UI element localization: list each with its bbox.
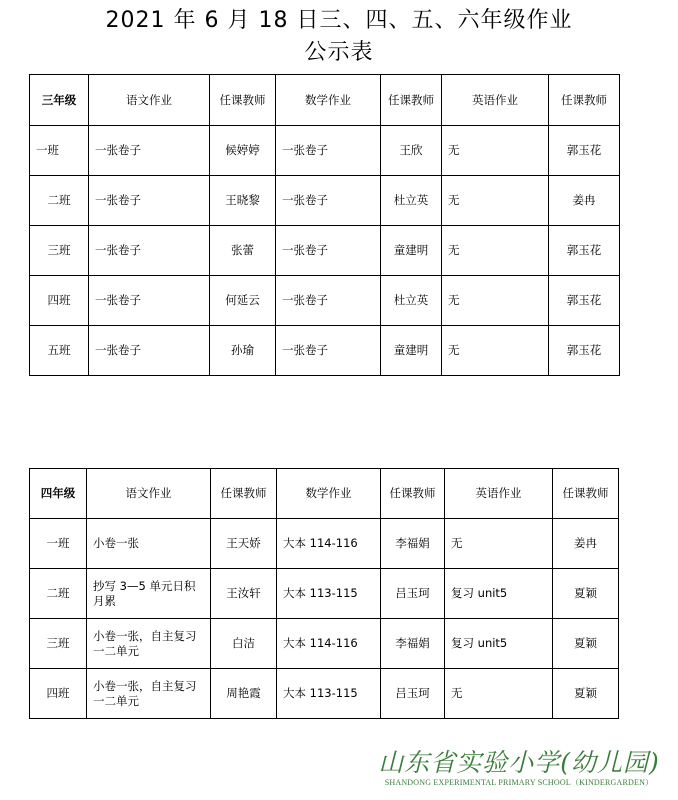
- table-row: [30, 669, 619, 719]
- chinese-teacher: 白洁: [211, 619, 277, 669]
- chinese-homework: 一张卷子: [89, 176, 210, 226]
- chinese-teacher: 王晓黎: [210, 176, 276, 226]
- chinese-teacher: 何延云: [210, 276, 276, 326]
- column-header-teacher: 任课教师: [211, 469, 277, 519]
- english-teacher: 郭玉花: [549, 226, 620, 276]
- english-homework: 无: [442, 276, 549, 326]
- chinese-homework: 抄写 3—5 单元日积月累: [87, 569, 211, 619]
- math-homework: 一张卷子: [276, 226, 381, 276]
- math-teacher: 吕玉珂: [381, 669, 445, 719]
- chinese-homework: 小卷一张: [87, 519, 211, 569]
- math-homework: 一张卷子: [276, 126, 381, 176]
- math-teacher: 童建明: [381, 326, 442, 376]
- table-row: [30, 176, 620, 226]
- column-header-teacher: 任课教师: [553, 469, 619, 519]
- english-teacher: 郭玉花: [549, 276, 620, 326]
- class-name: 四班: [30, 276, 89, 326]
- class-name: 一班: [30, 126, 89, 176]
- table-header-row: [30, 469, 619, 519]
- chinese-teacher: 王天娇: [211, 519, 277, 569]
- math-teacher: 李福娟: [381, 619, 445, 669]
- chinese-homework: 一张卷子: [89, 326, 210, 376]
- school-logo: [360, 748, 678, 788]
- english-homework: 无: [445, 519, 553, 569]
- math-homework: 大本 113-115: [277, 569, 381, 619]
- class-name: 三班: [30, 619, 87, 669]
- grade-label: 三年级: [30, 75, 89, 126]
- english-homework: 无: [442, 126, 549, 176]
- english-teacher: 郭玉花: [549, 126, 620, 176]
- chinese-teacher: 周艳霞: [211, 669, 277, 719]
- column-header-english: 英语作业: [442, 75, 549, 126]
- english-homework: 无: [442, 176, 549, 226]
- class-name: 一班: [30, 519, 87, 569]
- column-header-english: 英语作业: [445, 469, 553, 519]
- page-title-line2: 公示表: [304, 40, 374, 65]
- column-header-chinese: 语文作业: [89, 75, 210, 126]
- column-header-teacher: 任课教师: [381, 75, 442, 126]
- math-teacher: 杜立英: [381, 176, 442, 226]
- table-row: [30, 226, 620, 276]
- chinese-teacher: 候婷婷: [210, 126, 276, 176]
- chinese-teacher: 孙瑜: [210, 326, 276, 376]
- math-homework: 大本 114-116: [277, 619, 381, 669]
- class-name: 二班: [30, 176, 89, 226]
- english-homework: 复习 unit5: [445, 569, 553, 619]
- school-name-english: SHANDONG EXPERIMENTAL PRIMARY SCHOOL（KINDERGARDEN）: [384, 778, 654, 787]
- math-homework: 一张卷子: [276, 276, 381, 326]
- chinese-teacher: 王汝轩: [211, 569, 277, 619]
- table-header-row: [30, 75, 620, 126]
- math-teacher: 杜立英: [381, 276, 442, 326]
- chinese-homework: 一张卷子: [89, 276, 210, 326]
- math-teacher: 李福娟: [381, 519, 445, 569]
- math-homework: 一张卷子: [276, 326, 381, 376]
- math-teacher: 童建明: [381, 226, 442, 276]
- math-teacher: 王欣: [381, 126, 442, 176]
- math-homework: 大本 114-116: [277, 519, 381, 569]
- class-name: 四班: [30, 669, 87, 719]
- column-header-math: 数学作业: [276, 75, 381, 126]
- table-row: [30, 126, 620, 176]
- grade3-homework-table: [29, 74, 620, 376]
- english-homework: 无: [442, 326, 549, 376]
- table-row: [30, 276, 620, 326]
- table-row: [30, 326, 620, 376]
- column-header-chinese: 语文作业: [87, 469, 211, 519]
- english-homework: 无: [442, 226, 549, 276]
- chinese-teacher: 张蕾: [210, 226, 276, 276]
- english-teacher: 姜冉: [553, 519, 619, 569]
- english-teacher: 郭玉花: [549, 326, 620, 376]
- table-row: [30, 569, 619, 619]
- chinese-homework: 一张卷子: [89, 126, 210, 176]
- table-row: [30, 519, 619, 569]
- school-name-chinese: 山东省实验小学(幼儿园): [378, 748, 660, 777]
- grade-label: 四年级: [30, 469, 87, 519]
- table-row: [30, 619, 619, 669]
- column-header-math: 数学作业: [277, 469, 381, 519]
- column-header-teacher: 任课教师: [549, 75, 620, 126]
- class-name: 三班: [30, 226, 89, 276]
- column-header-teacher: 任课教师: [210, 75, 276, 126]
- english-teacher: 夏颖: [553, 569, 619, 619]
- english-homework: 无: [445, 669, 553, 719]
- page-title-line1: 2021 年 6 月 18 日三、四、五、六年级作业: [105, 8, 573, 33]
- english-teacher: 夏颖: [553, 669, 619, 719]
- chinese-homework: 小卷一张，自主复习一二单元: [87, 669, 211, 719]
- grade4-homework-table: [29, 468, 619, 719]
- column-header-teacher: 任课教师: [381, 469, 445, 519]
- class-name: 二班: [30, 569, 87, 619]
- english-teacher: 姜冉: [549, 176, 620, 226]
- class-name: 五班: [30, 326, 89, 376]
- chinese-homework: 小卷一张，自主复习一二单元: [87, 619, 211, 669]
- math-teacher: 吕玉珂: [381, 569, 445, 619]
- english-homework: 复习 unit5: [445, 619, 553, 669]
- math-homework: 大本 113-115: [277, 669, 381, 719]
- english-teacher: 夏颖: [553, 619, 619, 669]
- chinese-homework: 一张卷子: [89, 226, 210, 276]
- math-homework: 一张卷子: [276, 176, 381, 226]
